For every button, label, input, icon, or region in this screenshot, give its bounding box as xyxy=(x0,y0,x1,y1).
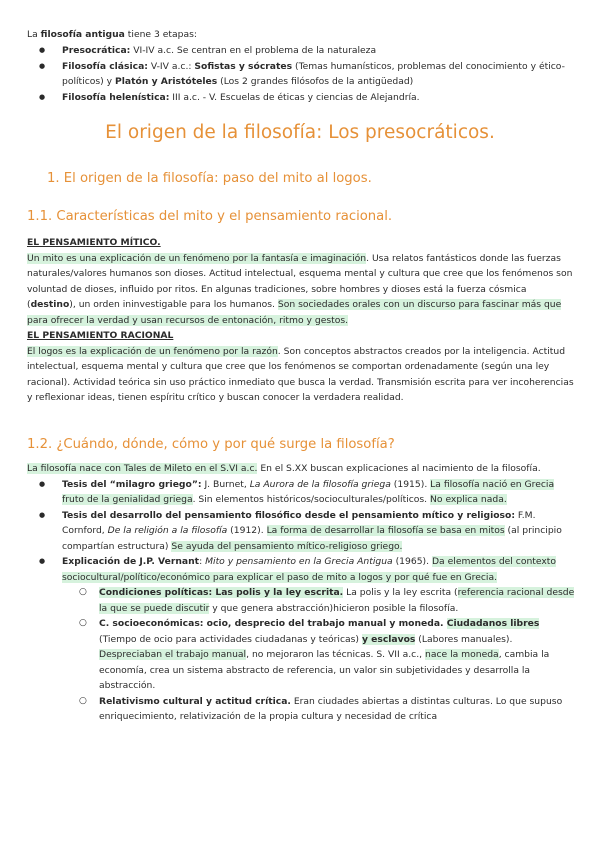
list-item xyxy=(27,90,577,106)
highlight: La filosofía nace con Tales de Mileto en el S.VI a.c. xyxy=(27,463,258,474)
item-text: III a.c. - V. Escuelas de éticas y ciencias de Alejandría. xyxy=(169,91,420,103)
item-text: (Los 2 grandes filósofos de la antigüedad) xyxy=(217,76,414,87)
text: (1965). xyxy=(392,556,432,567)
text: Eran ciudades abiertas a distintas culturas. Lo que supuso enriquecimiento, relativización de la propia cultura y necesidad de crítica xyxy=(99,695,563,722)
section-heading: 1. El origen de la filosofía: paso del mito al logos. xyxy=(47,171,372,186)
racional-paragraph xyxy=(27,344,577,406)
text: : xyxy=(199,556,206,567)
racional-heading: EL PENSAMIENTO RACIONAL xyxy=(27,330,174,341)
highlight: La forma de desarrollar la filosofía se basa en mitos xyxy=(266,525,505,536)
text: En el S.XX buscan explicaciones al nacimiento de la filosofía. xyxy=(257,463,541,474)
text: (Labores manuales). xyxy=(415,633,513,645)
sub-list xyxy=(27,585,577,725)
text: . Sin elementos históricos/socioculturales/políticos. xyxy=(192,494,431,505)
text: (Tiempo de ocio para actividades ciudadanas y teóricas) xyxy=(99,633,362,645)
item-bold: C. socioeconómicas: ocio, desprecio del trabajo manual y moneda. xyxy=(99,618,447,629)
text: , cambia la economía, crea un sistema abstracto de referencia, un valor sin subjetividades y desarrolla la abstracción. xyxy=(99,649,550,691)
list-item xyxy=(27,59,577,90)
highlight-bold: y esclavos xyxy=(361,633,416,645)
list-item xyxy=(27,477,577,508)
intro-lead-end: tiene 3 etapas: xyxy=(124,29,197,40)
highlight: Son sociedades orales con un discurso para fascinar más que para ofrecer la verdad y usan recursos de entonación, ritmo y gestos. xyxy=(27,299,562,326)
item-bold: Sofistas y sócrates xyxy=(194,60,293,72)
highlight: Da elementos del contexto sociocultural/político/económico para explicar el paso de mito a logos y por qué fue en Grecia. xyxy=(62,556,557,583)
italic-text: De la religión a la filosofía xyxy=(107,525,228,536)
intro-lead-bold: filosofía antigua xyxy=(40,29,125,40)
item-bold: Presocrática: xyxy=(62,45,131,56)
italic-text: La Aurora de la filosofía griega xyxy=(249,478,391,490)
item-text: V-IV a.c.: xyxy=(147,60,195,72)
subsection-heading: 1.2. ¿Cuándo, dónde, cómo y por qué surge la filosofía? xyxy=(27,437,395,452)
surge-section xyxy=(27,461,577,725)
highlight-bold: Condiciones políticas: Las polis y la ley escrita. xyxy=(99,587,344,598)
sub-list-item xyxy=(27,585,577,616)
item-bold: Filosofía clásica: xyxy=(62,60,148,72)
mito-section xyxy=(27,235,577,406)
highlight: Despreciaban el trabajo manual xyxy=(99,649,247,660)
item-bold: Filosofía helenística: xyxy=(62,91,170,103)
highlight: No explica nada. xyxy=(430,494,507,505)
italic-text: Mito y pensamiento en la Grecia Antigua xyxy=(205,556,393,567)
highlight: nace la moneda xyxy=(425,649,499,660)
subsection-heading: 1.1. Características del mito y el pensamiento racional. xyxy=(27,209,393,224)
page-title: El origen de la filosofía: Los presocráticos. xyxy=(105,122,495,143)
item-bold: Explicación de J.P. Vernant xyxy=(62,556,200,567)
item-bold: Tesis del “milagro griego”: xyxy=(62,478,202,490)
mito-heading: EL PENSAMIENTO MÍTICO. xyxy=(27,237,161,248)
text: (al principio compartían estructura) xyxy=(62,525,562,552)
intro-paragraph xyxy=(27,27,577,43)
highlight: Un mito es una explicación de un fenómeno por la fantasía e imaginación xyxy=(27,252,367,264)
bold-text: destino xyxy=(30,299,70,310)
text: F.M. Cornford, xyxy=(62,509,536,536)
item-bold: Platón y Aristóteles xyxy=(115,76,218,87)
text: La polis y la ley escrita ( xyxy=(343,587,458,598)
sub-list-item xyxy=(27,694,577,725)
list-item xyxy=(27,508,577,555)
text: J. Burnet, xyxy=(201,478,250,490)
text: y que genera abstracción)hicieron posible la filosofía. xyxy=(209,602,459,614)
sub-list-item xyxy=(27,616,577,694)
highlight: referencia racional desde la que se puede discutir xyxy=(99,587,575,614)
item-text: (Temas humanísticos, problemas del conocimiento y ético-políticos) y xyxy=(62,60,565,87)
surge-paragraph xyxy=(27,461,577,477)
thesis-list xyxy=(27,477,577,725)
text: . Usa relatos fantásticos donde las fuerzas naturales/valores humanos son dioses. Actitud intelectual, esquema mental y cultura que cree que los fenómenos son voluntad de dioses, influido por ritos. En algunas tradiciones, sobre hombres y dioses está la fuerza cósmica ( xyxy=(27,252,573,310)
text: , no mejoraron las técnicas. S. VII a.c., xyxy=(246,649,425,660)
list-item xyxy=(27,554,577,725)
list-item xyxy=(27,43,577,59)
highlight: Se ayuda del pensamiento mítico-religioso griego. xyxy=(171,540,403,552)
highlight: La filosofía nació en Grecia fruto de la genialidad griega xyxy=(62,478,555,505)
item-text: VI-IV a.c. Se centran en el problema de la naturaleza xyxy=(130,45,377,56)
intro-list xyxy=(27,43,577,105)
text: ), un orden ininvestigable para los humanos. xyxy=(69,299,278,310)
text: . Son conceptos abstractos creados por la inteligencia. Actitud intelectual, esquema mental y cultura que cree que los fenómenos se comportan ordenadamente (según una ley racional). Actividad teórica sin uso práctico inmediato que busca la verdad. Transmisión escrita para ver incoherencias y reflexionar ideas, tienen espíritu crítico y buscan conocer la verdadera realidad. xyxy=(27,345,574,403)
item-bold: Relativismo cultural y actitud crítica. xyxy=(99,695,291,707)
highlight-bold: Ciudadanos libres xyxy=(446,618,540,629)
text: (1915). xyxy=(390,478,431,490)
item-bold: Tesis del desarrollo del pensamiento filosófico desde el pensamiento mítico y religioso: xyxy=(62,509,515,521)
mito-paragraph xyxy=(27,251,577,329)
highlight: El logos es la explicación de un fenómeno por la razón xyxy=(27,345,278,357)
text: (1912). xyxy=(227,525,267,536)
intro-lead: La xyxy=(27,29,41,40)
